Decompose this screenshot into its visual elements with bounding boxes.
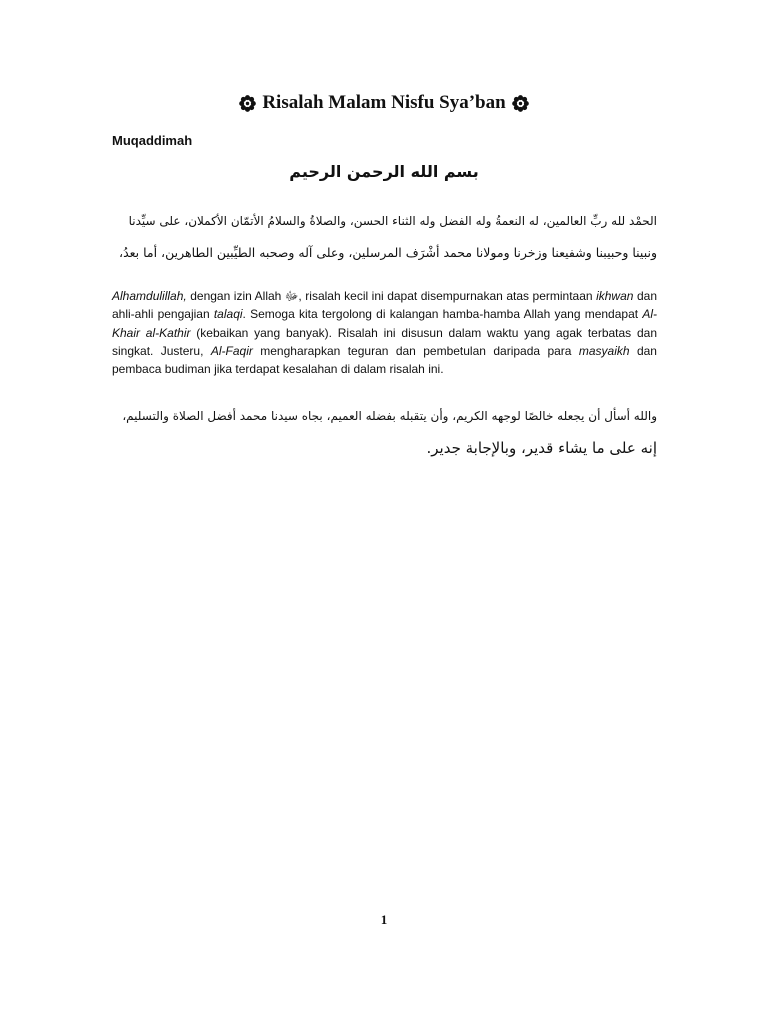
paragraph-text: . Semoga kita tergolong di kalangan hamba-hamba Allah yang mendapat (242, 307, 643, 322)
page-title (0, 92, 768, 114)
flower-ornament-icon (512, 95, 529, 112)
paragraph-text: (kebaikan yang banyak). Risalah ini disusun dalam waktu yang agak terbatas dan singkat. Justeru, (112, 325, 657, 358)
italic-term: masyaikh (578, 343, 630, 358)
introduction-paragraph (112, 287, 657, 378)
italic-term: Al-Faqir (210, 343, 253, 358)
paragraph-text: mengharapkan teguran dan pembetulan daripada para (252, 343, 579, 358)
basmala: بسم الله الرحمن الرحيم (289, 162, 479, 181)
arabic-line: والله أسأل أن يجعله خالصًا لوجهه الكريم، وأن يتقبله بفضله العميم، بجاه سيدنا محمد أفضل الصلاة والتسليم، (122, 409, 657, 423)
italic-term: talaqi (213, 307, 243, 322)
jalla-jalaluhu-symbol: ﷻ (284, 289, 299, 303)
italic-term: ikhwan (596, 289, 634, 303)
arabic-line: ونبينا وحبيبنا وشفيعنا وزخرنا ومولانا محمد أشْرَف المرسلين، وعلى آله وصحبه الطيِّبين الطاهرين، أما بعدُ، (119, 245, 657, 260)
opening-arabic-paragraph (112, 205, 657, 269)
paragraph-text: dengan izin Allah (186, 289, 285, 303)
flower-ornament-icon (239, 95, 256, 112)
arabic-line: الحمْد لله ربِّ العالمين، له النعمةُ وله الفضل وله الثناء الحسن، والصلاةُ والسلامُ الأتمّان الأكملان، على سيِّدنا (128, 214, 657, 228)
paragraph-text: dan pembaca budiman jika terdapat kesalahan di dalam risalah ini. (112, 343, 657, 377)
title-text: Risalah Malam Nisfu Sya’ban (262, 92, 506, 113)
italic-term: Alhamdulillah, (112, 289, 187, 303)
arabic-line: إنه على ما يشاء قدير، وبالإجابة جدير. (426, 439, 657, 457)
closing-arabic-paragraph (112, 400, 657, 464)
italic-term: Al-Khair al-Kathir (112, 307, 657, 340)
page-number: 1 (380, 912, 388, 927)
section-heading: Muqaddimah (112, 133, 193, 148)
paragraph-text: dan ahli-ahli pengajian (112, 289, 657, 322)
paragraph-text: , risalah kecil ini dapat disempurnakan atas permintaan (298, 289, 597, 303)
